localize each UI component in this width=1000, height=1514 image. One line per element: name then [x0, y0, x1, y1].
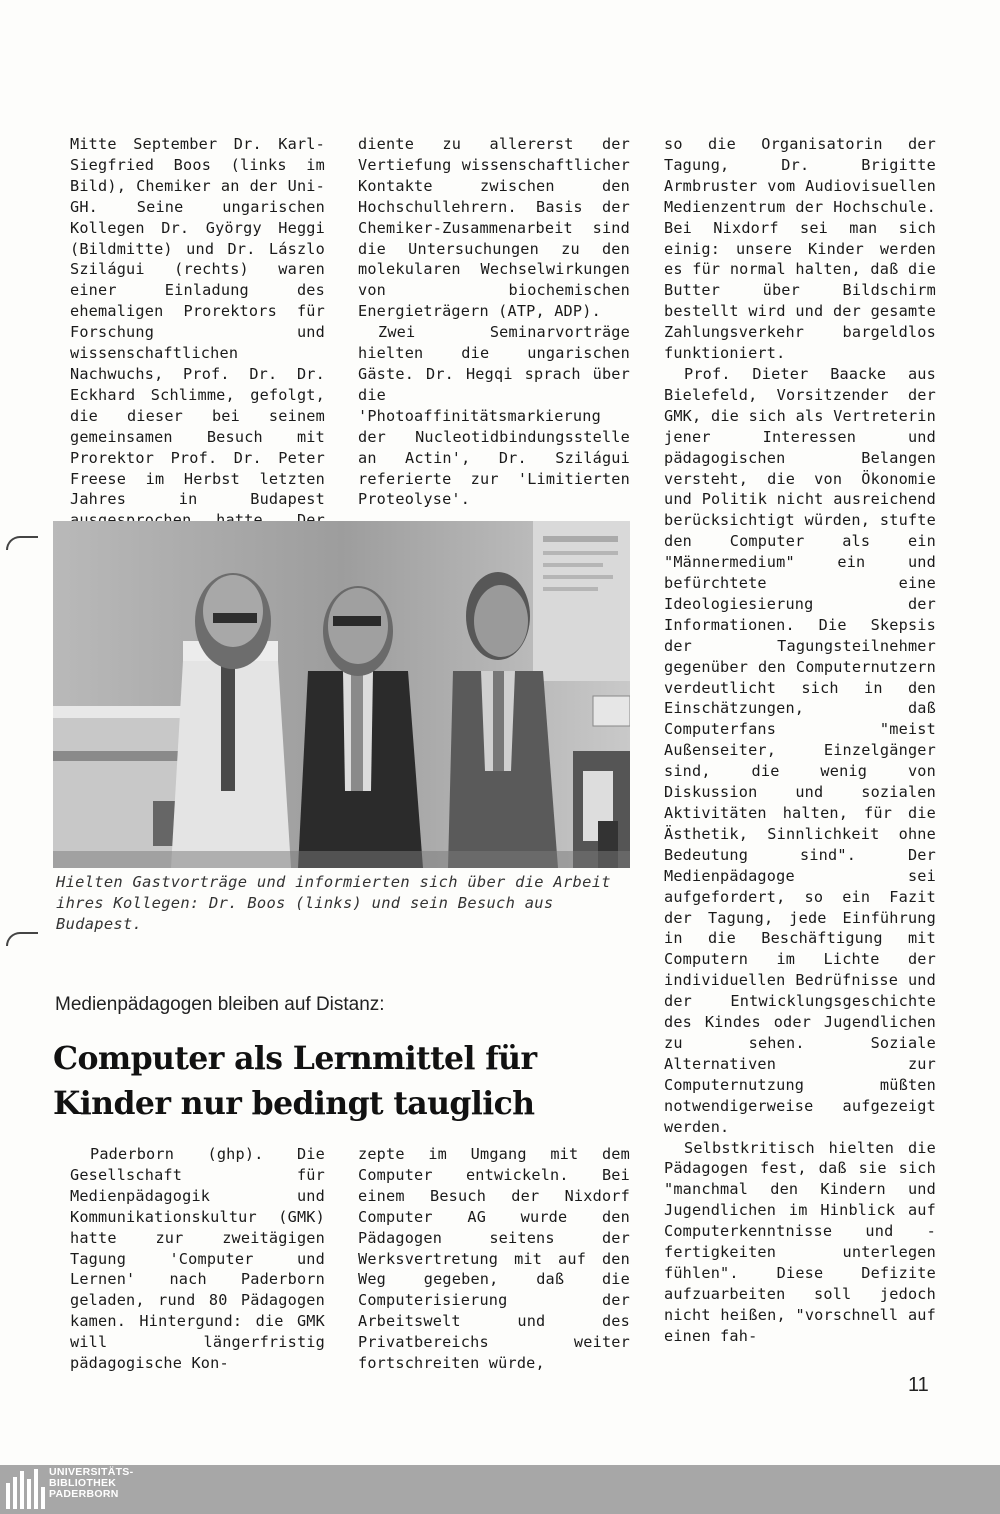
- punch-hole-mark: [6, 536, 38, 550]
- paragraph: so die Organisatorin der Tagung, Dr. Brigitte Armbruster vom Audiovisuellen Medienzentrum der Hochschule. Bei Nixdorf sei man sich einig: unsere Kinder werden es für normal halten, daß die Butter über Bildschirm bestellt wird und der gesamte Zahlungsverkehr bargeldlos funktioniert.: [664, 135, 936, 363]
- photo-caption: Hielten Gastvorträge und informierten sich über die Arbeit ihres Kollegen: Dr. Boos (links) und sein Besuch aus Budapest.: [56, 873, 611, 933]
- library-name-line: PADERBORN: [49, 1488, 119, 1500]
- top-article-column-1: [70, 134, 325, 552]
- bottom-article-column-1: [70, 1144, 325, 1374]
- paragraph: Mitte September Dr. Karl-Siegfried Boos (links im Bild), Chemiker an der Uni-GH. Seine ungarischen Kollegen Dr. György Heggi (Bildmitte) und Dr. Lászlo Szilágui (rechts) waren einer Einladung des ehemaligen Prorektors für Forschung und wissenschaftlichen Nachwuchs, Prof. Dr. Dr. Eckhard Schlimme, gefolgt, die dieser bei seinem gemeinsamen Besuch mit Prorektor Prof. Dr. Peter Freese im Herbst letzten Jahres in Budapest: [70, 135, 325, 509]
- article-photo: [53, 521, 630, 868]
- paragraph: Prof. Dieter Baacke aus Bielefeld, Vorsitzender der GMK, die sich als Vertreterin jener Interessen und pädagogischen Belangen versteht, die von Ökonomie und Politik nicht ausreichend berücksichtigt würden, stufte den Computer als ein "Männermedium" ein und befürchtete eine Ideologiesierung der Informationen. Die Skepsis der Tagungsteilnehmer gegenüber den Computernutzern verdeutlicht sich in den Einschätzungen, daß Computerfans "meist Außenseiter, Einzelgänger sind, die wenig von Diskussion und sozialen Aktivitäten halten, für die Ästhetik, Sinnlichkeit ohne Bedeutung sind". Der Medienpädagoge sei aufgefordert, so ein Fazit der Tagung, jede Einführung in die Beschäftigung mit Computern im Lichte der individuellen Bedrüfnisse und der Entwicklungsgeschichte des Kindes oder Jugendlichen zu sehen. Soziale Alternativen zur Computernutzung müßten notwendigerweise aufgezeigt werden.: [664, 364, 936, 1136]
- library-name: [49, 1467, 133, 1500]
- article-headline: Computer als Lernmittel für Kinder nur bedingt tauglich: [53, 1040, 537, 1122]
- paragraph: Zwei Seminarvorträge hielten die ungarischen Gäste. Dr. Hegqi sprach über die 'Photoaffinitätsmarkierung der Nucleotidbindungsstelle an Actin', Dr. Szilágui referierte zur 'Limitierten Proteolyse'.: [358, 323, 630, 509]
- library-footer-bar: [0, 1465, 1000, 1514]
- paragraph: Selbstkritisch hielten die Pädagogen fest, daß sie sich "manchmal den Kindern und Jugendlichen im Hinblick auf Computerkenntnisse und -fertigkeiten unterlegen fühlen". Diese Defizite aufzuarbeiten soll jedoch nicht heißen, "vorschnell auf einen fah-: [664, 1138, 936, 1345]
- top-article-column-2: [358, 134, 630, 510]
- library-name-line: UNIVERSITÄTS-: [49, 1466, 134, 1478]
- paragraph: Paderborn (ghp). Die Gesellschaft für Medienpädagogik und Kommunikationskultur (GMK) hatte zur zweitägigen Tagung 'Computer und Lernen' nach Paderborn geladen, rund 80 Pädagogen kamen. Hintergund: die GMK will längerfristig pädagogische Kon-: [70, 1145, 325, 1373]
- paragraph: zepte im Umgang mit dem Computer entwickeln. Bei einem Besuch der Nixdorf Computer AG wurde den Pädagogen seitens der Werksvertretung mit auf den Weg gegeben, daß die Computerisierung der Arbeitswelt und des Privatbereichs weiter fortschreiten würde,: [358, 1145, 630, 1373]
- paragraph: diente zu allererst der Vertiefung wissenschaftlicher Kontakte zwischen den Hochschullehrern. Basis der Chemiker-Zusammenarbeit sind die Untersuchungen zu den molekularen Wechselwirkungen von biochemischen Energieträgern (ATP, ADP).: [358, 135, 630, 321]
- article-kicker: Medienpädagogen bleiben auf Distanz:: [55, 994, 385, 1015]
- library-name-line: BIBLIOTHEK: [49, 1477, 117, 1489]
- right-article-column: [664, 134, 936, 1347]
- bottom-article-column-2: [358, 1144, 630, 1374]
- library-logo-icon: [4, 1469, 46, 1509]
- page-number: 11: [908, 1374, 929, 1396]
- punch-hole-mark: [6, 932, 38, 946]
